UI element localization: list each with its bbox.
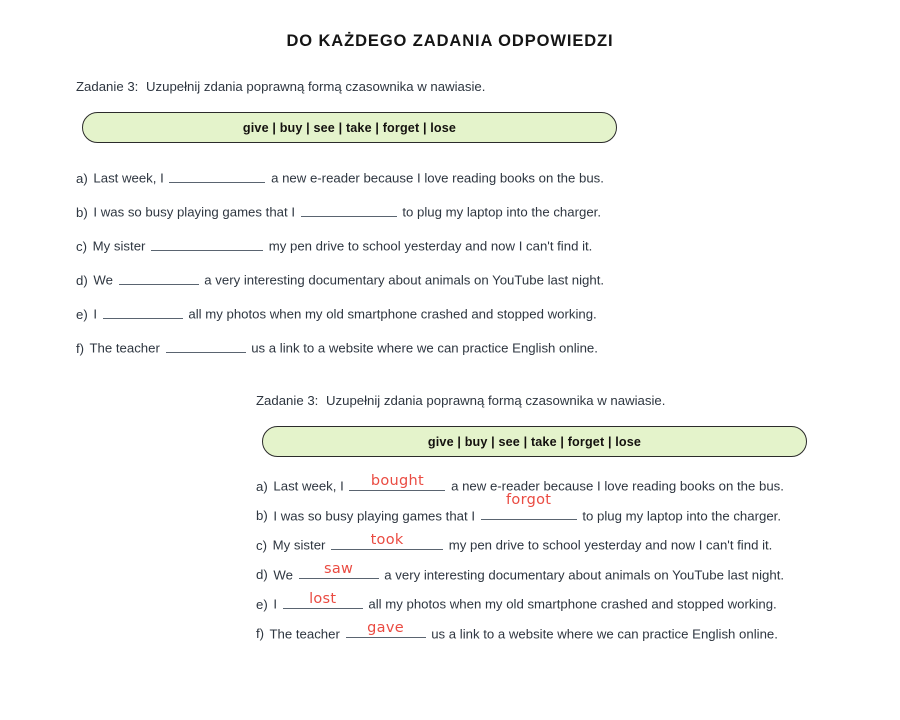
sentence-marker: f) [256, 626, 265, 642]
handwritten-answer: lost [309, 590, 337, 607]
answer-blank[interactable] [301, 203, 397, 217]
sentence-item [256, 620, 876, 642]
answer-blank[interactable] [331, 531, 443, 550]
answer-blank[interactable] [283, 590, 363, 609]
answer-blank[interactable] [299, 561, 379, 580]
sentence-marker: a) [256, 478, 268, 494]
sentence-marker: b) [256, 508, 268, 524]
sentence-item [256, 561, 876, 583]
worksheet-section-blank [76, 78, 696, 373]
sentence-text-after: a very interesting documentary about animals on YouTube last night. [380, 567, 785, 583]
sentence-text-after: all my photos when my old smartphone crashed and stopped working. [184, 306, 597, 322]
sentence-marker: d) [256, 567, 268, 583]
sentence-text-after: us a link to a website where we can practice English online. [427, 626, 778, 642]
sentence-item [76, 237, 696, 254]
word-bank-text: give | buy | see | take | forget | lose [427, 434, 642, 449]
sentence-text-before: The teacher [86, 340, 164, 356]
sentence-list [256, 472, 876, 642]
sentence-text-after: my pen drive to school yesterday and now I can't find it. [445, 537, 773, 553]
sentence-text-after: a very interesting documentary about animals on YouTube last night. [200, 272, 605, 288]
task-instruction-text: Uzupełnij zdania poprawną formą czasownika w nawiasie. [322, 393, 666, 408]
sentence-text-before: We [89, 272, 117, 288]
page-title: DO KAŻDEGO ZADANIA ODPOWIEDZI [286, 32, 614, 50]
sentence-list [76, 169, 696, 356]
sentence-text-before: The teacher [266, 626, 344, 642]
word-bank-text: give | buy | see | take | forget | lose [242, 120, 457, 135]
handwritten-answer: forgot [506, 492, 552, 509]
task-label: Zadanie 3: [256, 393, 319, 408]
sentence-marker: e) [76, 306, 88, 322]
answer-blank[interactable] [169, 169, 265, 183]
sentence-text-before: Last week, I [89, 170, 168, 186]
sentence-item [76, 339, 696, 356]
task-instruction-text: Uzupełnij zdania poprawną formą czasownika w nawiasie. [142, 79, 486, 94]
answer-blank[interactable] [481, 492, 577, 521]
answer-blank[interactable] [151, 237, 263, 251]
sentence-item [256, 492, 876, 524]
sentence-text-before: I [269, 596, 281, 612]
sentence-text-before: Last week, I [269, 478, 348, 494]
sentence-item [256, 590, 876, 612]
answer-blank[interactable] [166, 339, 246, 353]
sentence-text-after: to plug my laptop into the charger. [398, 204, 601, 220]
sentence-text-after: a new e-reader because I love reading books on the bus. [267, 170, 604, 186]
sentence-marker: f) [76, 340, 85, 356]
sentence-item [76, 169, 696, 186]
sentence-marker: c) [76, 238, 87, 254]
sentence-marker: a) [76, 170, 88, 186]
answer-blank[interactable] [346, 620, 426, 639]
sentence-text-after: all my photos when my old smartphone crashed and stopped working. [364, 596, 777, 612]
handwritten-answer: took [370, 531, 404, 548]
handwritten-answer: saw [324, 561, 354, 578]
answer-blank[interactable] [119, 271, 199, 285]
word-bank [82, 112, 617, 143]
task-instruction [76, 78, 696, 95]
handwritten-answer: bought [370, 472, 425, 489]
word-bank [262, 426, 807, 457]
sentence-text-before: My sister [89, 238, 150, 254]
handwritten-answer: gave [367, 620, 404, 637]
task-label: Zadanie 3: [76, 79, 139, 94]
sentence-text-before: My sister [269, 537, 330, 553]
sentence-text-before: I [89, 306, 101, 322]
sentence-item [76, 271, 696, 288]
sentence-marker: d) [76, 272, 88, 288]
sentence-text-after: us a link to a website where we can practice English online. [247, 340, 598, 356]
sentence-item [76, 203, 696, 220]
sentence-marker: e) [256, 596, 268, 612]
sentence-text-after: to plug my laptop into the charger. [578, 508, 781, 524]
sentence-text-before: I was so busy playing games that I [269, 508, 479, 524]
task-instruction [256, 392, 876, 409]
sentence-text-before: We [269, 567, 297, 583]
sentence-text-after: my pen drive to school yesterday and now I can't find it. [265, 238, 593, 254]
sentence-item [76, 305, 696, 322]
sentence-marker: b) [76, 204, 88, 220]
sentence-text-after: a new e-reader because I love reading books on the bus. [447, 478, 784, 494]
answer-blank[interactable] [103, 305, 183, 319]
sentence-text-before: I was so busy playing games that I [89, 204, 299, 220]
answer-blank[interactable] [349, 472, 445, 491]
sentence-item [256, 472, 876, 494]
sentence-marker: c) [256, 537, 267, 553]
worksheet-section-answered [256, 392, 876, 654]
sentence-item [256, 531, 876, 553]
